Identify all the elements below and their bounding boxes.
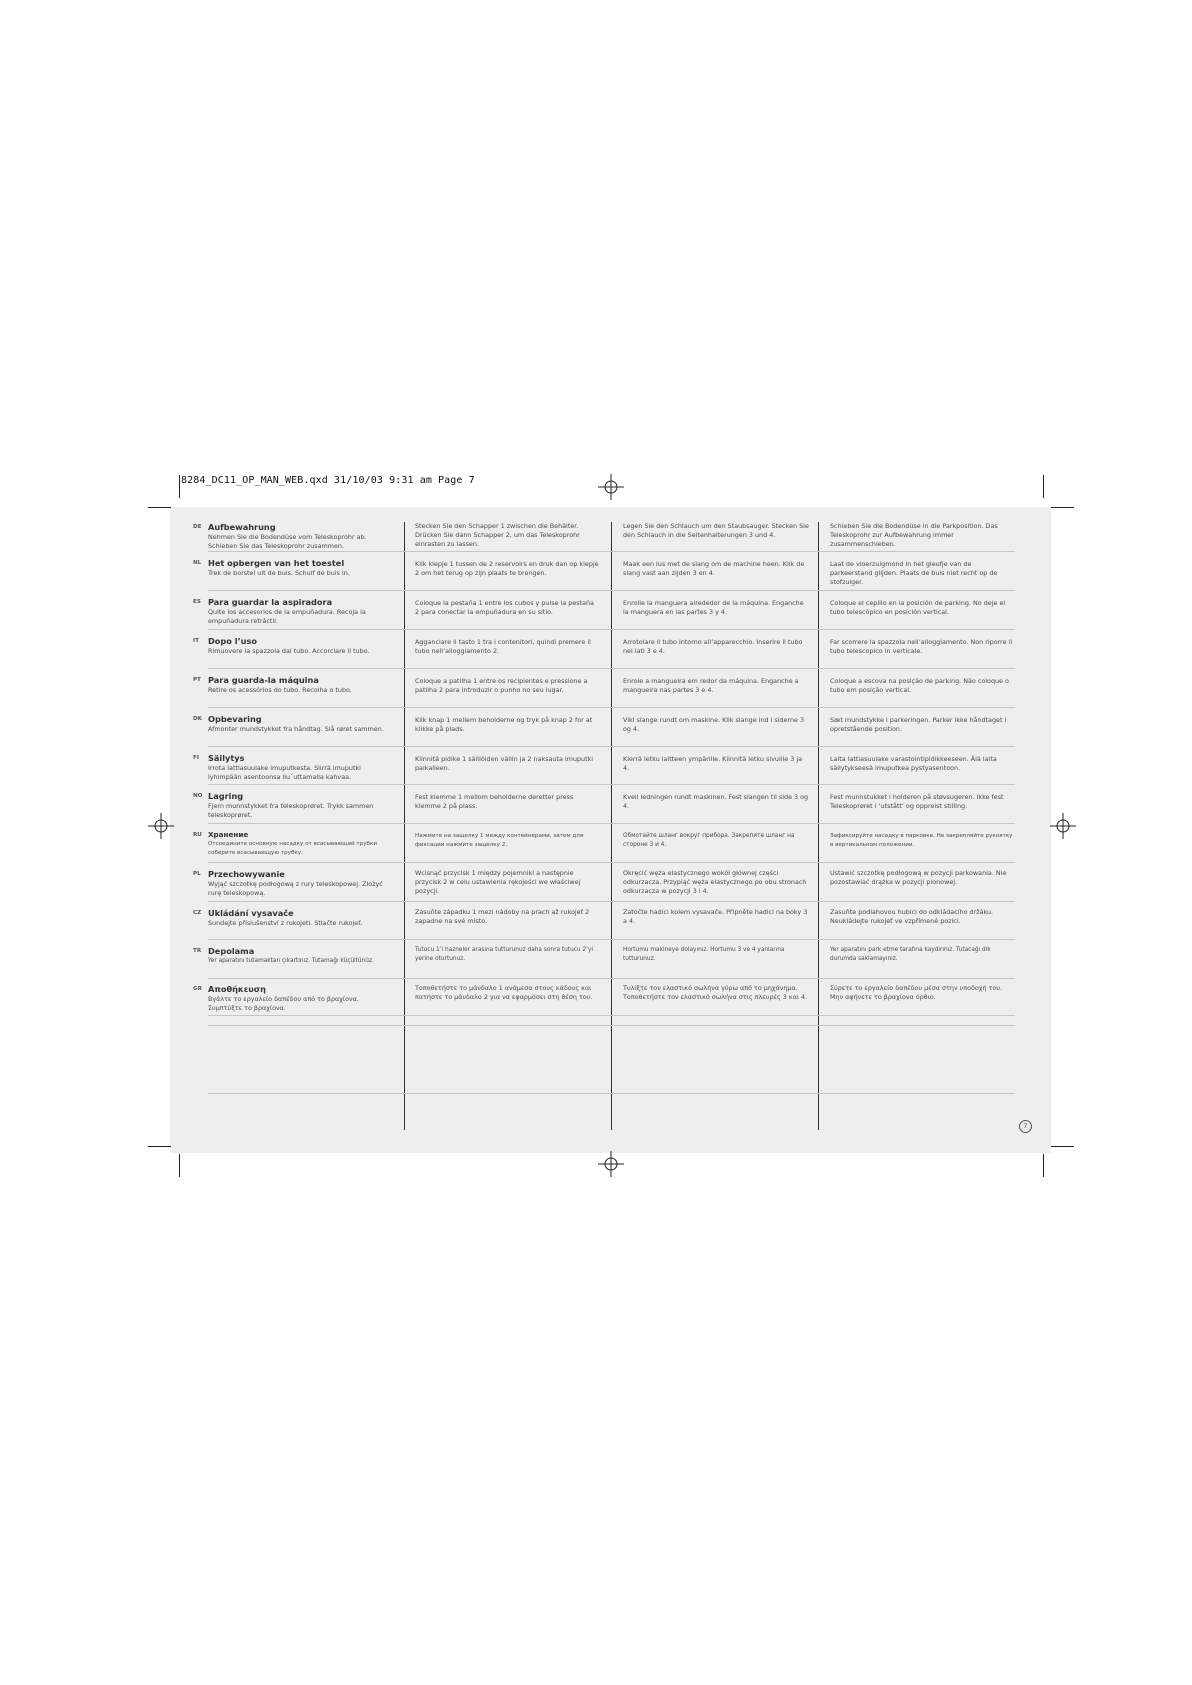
language-code: NL xyxy=(193,560,202,566)
section-title: Przechowywanie xyxy=(208,869,285,879)
step-2-text: Vikl slange rundt om maskine. Klik slange ind i siderne 3 og 4. xyxy=(623,716,805,733)
row-separator xyxy=(208,707,1015,708)
row-separator xyxy=(208,978,1015,979)
intro-text: Quite los accesorios de la empuñadura. Recoja la empuñadura retráctil. xyxy=(208,608,366,625)
intro-text: Fjern munnstykket fra teleskoprøret. Trykk sammen teleskoprøret. xyxy=(208,802,374,819)
registration-mark-icon xyxy=(598,1151,624,1177)
row-separator xyxy=(208,901,1015,902)
crop-mark xyxy=(148,1146,171,1147)
intro-text: Trek de borstel uit de buis. Schuif de buis in. xyxy=(208,569,350,577)
language-code: NO xyxy=(193,793,203,799)
section-title: Dopo l’uso xyxy=(208,636,258,646)
step-3-text: Laita lattiasuulake varastointipidikkeeseen. Älä laita säilytykseesä imuputkea pystyasentoon. xyxy=(830,755,997,772)
section-title: Depolama xyxy=(208,946,255,956)
column-divider xyxy=(611,522,612,1130)
step-3-text: Zasuňte podlahovou hubici do odkládacího držáku. Neukládejte rukojeť ve vzpřímené pozici. xyxy=(830,908,994,925)
step-2-text: Kveil ledningen rundt maskinen. Fest slangen til side 3 og 4. xyxy=(623,793,809,810)
row-separator xyxy=(208,590,1015,591)
section-title: Opbevaring xyxy=(208,714,262,724)
step-1-text: Klik knap 1 mellem beholderne og tryk på knap 2 for at klikke på plads. xyxy=(415,716,593,733)
language-code: FI xyxy=(193,755,199,761)
step-3-text: Ustawić szczotkę podłogową w pozycji parkowania. Nie pozostawiać drążka w pozycji pionowej. xyxy=(830,869,1007,886)
registration-mark-icon xyxy=(1050,813,1076,839)
intro-text: Отсоедините основную насадку от всасывающей трубки соберите всасывающую трубку. xyxy=(208,841,378,856)
step-2-text: Τυλίξτε τον ελαστικό σωλήνα γύρω από το μηχάνημα. Τοποθετήστε τον ελαστικό σωλήνα στις πλευρές 3 και 4. xyxy=(623,984,808,1001)
row-separator xyxy=(208,823,1015,824)
step-1-text: Coloque la pestaña 1 entre los cubos y pulse la pestaña 2 para conectar la empuñadura en su sitio. xyxy=(415,599,594,616)
row-separator xyxy=(208,629,1015,630)
section-title: Ukládání vysavače xyxy=(208,908,294,918)
crop-mark xyxy=(148,507,171,508)
step-1-text: Τοποθετήστε το μάνδαλο 1 ανάμεσα στους κάδους και πατήστε το μάνδαλο 2 για να εφαρμόσει στη θέση του. xyxy=(415,984,593,1001)
step-2-text: Legen Sie den Schlauch um den Staubsauger. Stecken Sie den Schlauch in die Seitenhalterungen 3 und 4. xyxy=(623,522,809,539)
step-3-text: Coloque a escova na posição de parking. Não coloque o tubo em posição vertical. xyxy=(830,677,1009,694)
language-code: DE xyxy=(193,524,202,530)
step-2-text: Kierrä letku laitteen ympärille. Kiinnitä letku sivuille 3 ja 4. xyxy=(623,755,803,772)
step-3-text: Coloque el cepillo en la posición de parking. No deje el tubo telescópico en posición vertical. xyxy=(830,599,1006,616)
language-code: TR xyxy=(193,948,202,954)
row-separator xyxy=(208,939,1015,940)
step-1-text: Agganciare il tasto 1 tra i contenitori, quindi premere il tubo nell’alloggiamento 2. xyxy=(415,638,591,655)
intro-text: Rimuovere la spazzola dal tubo. Accorciare il tubo. xyxy=(208,647,370,655)
step-2-text: Hortumu makineye dolayınız. Hortumu 3 ve 4 yanlarına tutturunuz. xyxy=(623,947,785,962)
step-3-text: Sæt mundstykke i parkeringen. Parker ikke håndtaget i opretstående position. xyxy=(830,716,1007,733)
step-2-text: Enrole a mangueira em redor da máquina. Enganche a mangueira nas partes 3 e 4. xyxy=(623,677,799,694)
intro-text: Afmonter mundstykket fra håndtag. Slå røret sammen. xyxy=(208,725,384,733)
step-3-text: Yer aparatını park etme tarafına kaydırınız. Tutacağı dik durumda saklamayınız. xyxy=(830,947,991,962)
crop-mark xyxy=(179,1154,180,1177)
step-1-text: Zasuňte západku 1 mezi nádoby na prach až rukojeť 2 zapadne na své místo. xyxy=(415,908,590,925)
language-code: PT xyxy=(193,677,201,683)
row-separator xyxy=(208,746,1015,747)
step-2-text: Обмотайте шланг вокруг прибора. Закрепите шланг на стороне 3 и 4. xyxy=(623,833,795,848)
crop-mark xyxy=(1043,475,1044,498)
row-separator xyxy=(208,551,1015,552)
intro-text: Yer aparatını tutamaktan çıkartınız. Tutamağı küçültünüz. xyxy=(208,958,374,964)
language-code: CZ xyxy=(193,910,202,916)
intro-text: Retire os acessórios do tubo. Recolha o tubo. xyxy=(208,686,352,694)
crop-mark xyxy=(1051,507,1074,508)
row-separator xyxy=(208,1093,1015,1094)
file-slug: 8284_DC11_OP_MAN_WEB.qxd 31/10/03 9:31 am Page 7 xyxy=(181,475,475,486)
step-3-text: Laat de vloerzuigmond in het gleufje van de parkeerstand glijden. Plaats de buis niet recht op de stofzuiger. xyxy=(830,560,998,586)
section-title: Het opbergen van het toestel xyxy=(208,558,345,568)
registration-mark-icon xyxy=(148,813,174,839)
language-code: GR xyxy=(193,986,202,992)
step-2-text: Arrotolare il tubo intorno all’apparecchio. Inserire il tubo nei lati 3 e 4. xyxy=(623,638,803,655)
step-1-text: Fest klemme 1 mellom beholderne deretter press klemme 2 på plass. xyxy=(415,793,574,810)
section-title: Para guarda-la máquina xyxy=(208,675,319,685)
step-3-text: Зафиксируйте насадку в парковке. Не закрепляйте рукоятку в вертикальном положении. xyxy=(830,833,1013,848)
crop-mark xyxy=(1043,1154,1044,1177)
step-1-text: Klik klepje 1 tussen de 2 reservoirs en druk dan op klepje 2 om het terug op zijn plaats te brengen. xyxy=(415,560,599,577)
column-divider xyxy=(404,522,405,1130)
step-3-text: Far scorrere la spazzola nell’alloggiamento. Non riporre il tubo telescopico in verticale. xyxy=(830,638,1013,655)
row-separator xyxy=(208,862,1015,863)
step-1-text: Kiinnitä pidike 1 säiliöiden väliin ja 2 naksauta imuputki paikalleen. xyxy=(415,755,594,772)
language-code: PL xyxy=(193,871,201,877)
step-3-text: Schieben Sie die Bodendüse in die Parkposition. Das Teleskoprohr zur Aufbewahrung immer zusammenschieben. xyxy=(830,522,998,548)
section-title: Αποθήκευση xyxy=(208,984,267,994)
section-title: Aufbewahrung xyxy=(208,522,276,532)
crop-mark xyxy=(179,475,180,498)
step-2-text: Zatočte hadici kolem vysavače. Připněte hadici na boky 3 a 4. xyxy=(623,908,808,925)
language-code: DK xyxy=(193,716,202,722)
step-1-text: Stecken Sie den Schapper 1 zwischen die Behälter. Drücken Sie dann Schapper 2, um das Teleskoprohr einrasten zu lassen. xyxy=(415,522,580,548)
registration-mark-icon xyxy=(598,474,624,500)
intro-text: Βγάλτε το εργαλείο δαπέδου από το βραχίονα. Συμπτύξτε το βραχίονα. xyxy=(208,995,359,1012)
row-separator xyxy=(208,1025,1015,1026)
step-2-text: Okręcić węża elastycznego wokół głównej części odkurzacza. Przypiąć węża elastycznego po obu stronach odkurzacza w pozycji 3 i 4. xyxy=(623,869,807,895)
section-title: Para guardar la aspiradora xyxy=(208,597,333,607)
step-1-text: Tutucu 1’i hazneler arasına tutturunuz daha sonra tutucu 2’yi yerine oturtunuz. xyxy=(415,947,594,962)
intro-text: Sundejte příslušenství z rukojeti. Stlačte rukojeť. xyxy=(208,919,363,927)
row-separator xyxy=(208,668,1015,669)
section-title: Хранение xyxy=(208,830,249,839)
step-2-text: Maak een lus met de slang om de machine heen. Klik de slang vast aan zijden 3 en 4. xyxy=(623,560,805,577)
language-code: RU xyxy=(193,832,202,838)
row-separator xyxy=(208,1015,1015,1016)
step-2-text: Enrolle la manguera alrededor de la máquina. Enganche la manguera en las partes 3 y 4. xyxy=(623,599,804,616)
section-title: Lagring xyxy=(208,791,244,801)
step-3-text: Σύρετε το εργαλείο δαπέδου μέσα στην υποδοχή του. Μην αφήνετε το βραχίονα όρθιο. xyxy=(830,984,1003,1001)
intro-text: Wyjąć szczotkę podłogową z rury teleskopowej. Złożyć rurę teleskopową. xyxy=(208,880,383,897)
step-1-text: Wcisnąć przycisk 1 między pojemniki a następnie przycisk 2 w celu ustawienia rękojeści we właściwej pozycji. xyxy=(415,869,581,895)
row-separator xyxy=(208,784,1015,785)
language-code: IT xyxy=(193,638,199,644)
column-divider xyxy=(818,522,819,1130)
section-title: Säilytys xyxy=(208,753,245,763)
step-3-text: Fest munnstukket i holderen på støvsugeren. Ikke fest Teleskoprøret i ‘utstått’ og oppreist stilling. xyxy=(830,793,1004,810)
intro-text: Nehmen Sie die Bodendüse vom Teleskoprohr ab. Schieben Sie das Teleskoprohr zusammen. xyxy=(208,533,367,550)
language-code: ES xyxy=(193,599,201,605)
step-1-text: Coloque a patilha 1 entre os recipientes e pressione a patilha 2 para introduzir o punho no seu lugar. xyxy=(415,677,588,694)
step-1-text: Нажмите на защелку 1 между контейнерами, затем для фиксации нажмите защелку 2. xyxy=(415,833,584,848)
intro-text: Irrota lattiasuulake imuputkesta. Siirrä imuputki lyhimpään asentoonsa liu´uttamalla kahvaa. xyxy=(208,764,361,781)
page-number: 7 xyxy=(1019,1120,1032,1133)
crop-mark xyxy=(1051,1146,1074,1147)
